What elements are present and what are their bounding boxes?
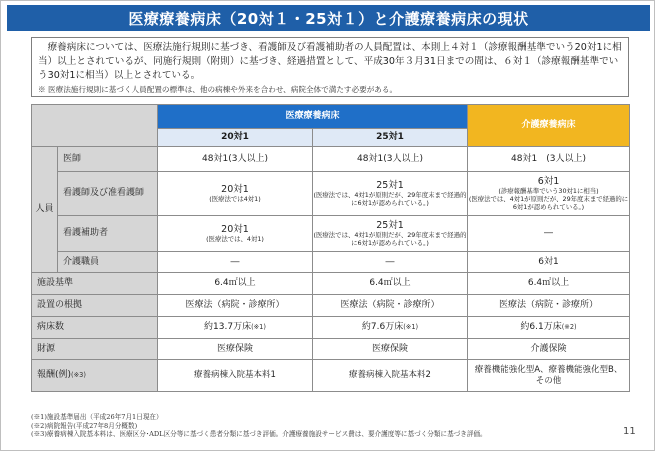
nurse-20 (158, 172, 313, 216)
funding-care: 介護保険 (468, 339, 630, 360)
facility-25: 6.4㎡以上 (313, 273, 468, 295)
nurse-20-sub: (医療法では4対1) (209, 195, 261, 203)
beds-20-value: 約13.7万床 (204, 322, 252, 332)
beds-25 (313, 317, 468, 339)
footnote-3: (※3)療養病棟入院基本料は、医療区分･ADL区分等に基づく患者分類に基づき評価。介護療養施設サービス費は、要介護度等に基づく分類に基づき評価。 (31, 430, 487, 439)
beds-care-ref: (※2) (561, 323, 577, 331)
row-nurse-label: 看護師及び准看護師 (58, 172, 158, 216)
header-blank (32, 105, 158, 147)
beds-25-value: 約7.6万床 (361, 322, 404, 332)
beds-20-ref: (※1) (251, 323, 266, 331)
beds-25-ref: (※1) (403, 323, 419, 331)
beds-care (468, 317, 630, 339)
footnote-2: (※2)病院報告(平成27年8月分概数) (31, 421, 138, 430)
aide-care: ― (468, 216, 630, 252)
row-beds-label: 病床数 (32, 317, 158, 339)
fee-25: 療養病棟入院基本料2 (313, 360, 468, 392)
header-20: 20対1 (158, 129, 313, 147)
nurse-care (468, 172, 630, 216)
basis-care: 医療法（病院・診療所） (468, 295, 630, 317)
nurse-care-sub1: (診療報酬基準でいう30対1に相当) (498, 187, 599, 195)
nurse-20-main: 20対1 (221, 184, 249, 195)
doctor-care: 48対1 (3人以上) (468, 147, 630, 172)
row-basis-label: 設置の根拠 (32, 295, 158, 317)
facility-20: 6.4㎡以上 (158, 273, 313, 295)
comparison-table (31, 104, 630, 392)
funding-25: 医療保険 (313, 339, 468, 360)
fee-care: 療養機能強化型A、療養機能強化型B、その他 (468, 360, 630, 392)
nurse-25 (313, 172, 468, 216)
aide-20 (158, 216, 313, 252)
header-25: 25対1 (313, 129, 468, 147)
facility-care: 6.4㎡以上 (468, 273, 630, 295)
intro-text: 療養病床については、医療法施行規則に基づき、看護師及び看護補助者の人員配置は、本則上４対１（診療報酬基準でいう20対1に相当）以上とされているが、同施行規則（附則）に基づき、経過措置として、平成30年３月31日までの間は、６対１（診療報酬基準でいう30対1に相当）以上とされている。 (38, 42, 622, 81)
row-funding-label: 財源 (32, 339, 158, 360)
aide-20-sub: (医療法では、4対1) (206, 235, 264, 243)
care-staff-20: ― (158, 252, 313, 273)
header-medical: 医療療養病床 (158, 105, 468, 129)
aide-25-sub: (医療法では、4対1が原則だが、29年度末まで経過的に6対1が認められている。) (313, 231, 467, 247)
footnote-1: (※1)施設基準届出（平成26年7月1日現在） (31, 413, 163, 421)
doctor-25: 48対1(3人以上) (313, 147, 468, 172)
nurse-care-main: 6対1 (537, 176, 560, 187)
row-facility-label: 施設基準 (32, 273, 158, 295)
basis-25: 医療法（病院・診療所） (313, 295, 468, 317)
nurse-care-sub2: (医療法では、4対1が原則だが、29年度末まで経過的に6対1が認められている。) (468, 195, 629, 211)
aide-25-main: 25対1 (376, 220, 404, 231)
header-care: 介護療養病床 (468, 105, 630, 147)
aide-20-main: 20対1 (221, 224, 249, 235)
fee-label-text: 報酬(例) (37, 370, 72, 380)
intro-note: ※ 医療法施行規則に基づく人員配置の標準は、他の病棟や外来を合わせ、病院全体で満たす必要がある。 (38, 85, 398, 94)
page-title: 医療療養病床（20対１・25対１）と介護療養病床の現状 (7, 5, 650, 31)
doctor-20: 48対1(3人以上) (158, 147, 313, 172)
row-care-staff-label: 介護職員 (58, 252, 158, 273)
row-aide-label: 看護補助者 (58, 216, 158, 252)
beds-care-value: 約6.1万床 (520, 322, 562, 332)
beds-20 (158, 317, 313, 339)
nurse-25-sub: (医療法では、4対1が原則だが、29年度末まで経過的に6対1が認められている。) (313, 191, 467, 207)
care-staff-25: ― (313, 252, 468, 273)
fee-20: 療養病棟入院基本料1 (158, 360, 313, 392)
row-fee-label (32, 360, 158, 392)
aide-25 (313, 216, 468, 252)
group-staff-label: 人員 (32, 147, 58, 273)
nurse-25-main: 25対1 (376, 180, 404, 191)
care-staff-care: 6対1 (468, 252, 630, 273)
fee-label-ref: (※3) (71, 371, 86, 379)
row-doctor-label: 医師 (58, 147, 158, 172)
intro-box (31, 37, 629, 97)
funding-20: 医療保険 (158, 339, 313, 360)
page-number: 11 (623, 426, 636, 437)
basis-20: 医療法（病院・診療所） (158, 295, 313, 317)
footnotes (31, 413, 629, 439)
